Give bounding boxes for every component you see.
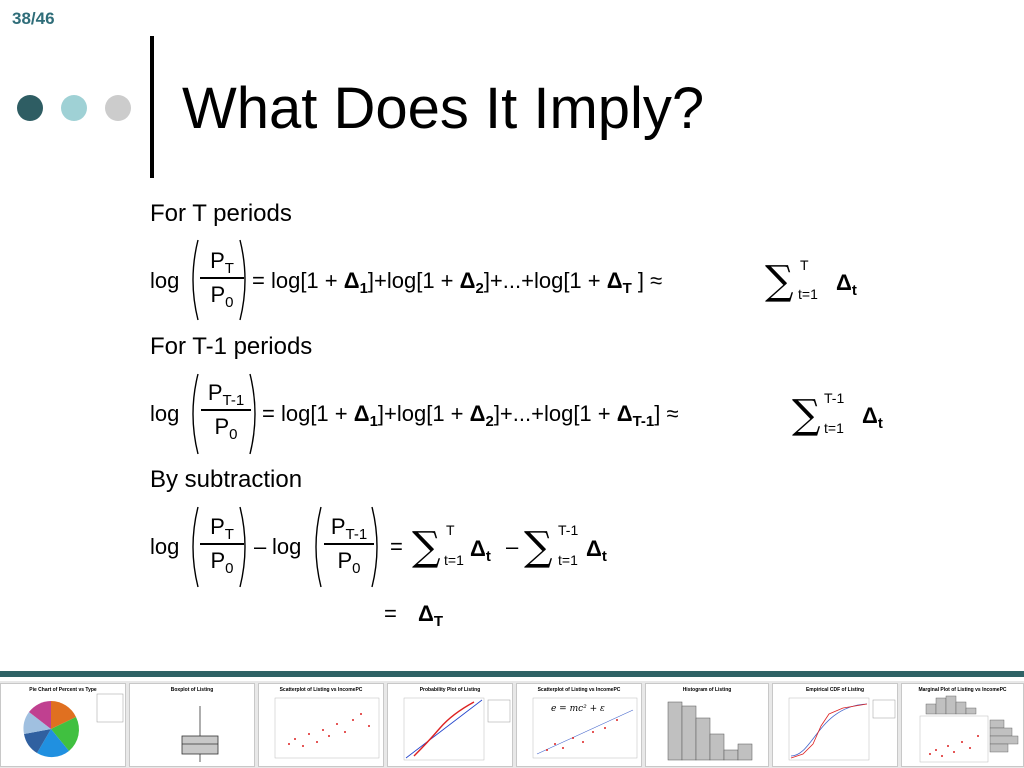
section-label-t-periods: For T periods (150, 200, 292, 227)
decor-dot-gray (105, 95, 131, 121)
ecdf-icon (773, 684, 898, 767)
eq1-delta-t: $\Delta_t$ (836, 270, 857, 299)
thumbnail-boxplot[interactable]: Boxplot of Listing (129, 683, 255, 767)
eq2-left-paren (186, 372, 200, 456)
bottom-rule (0, 671, 1024, 677)
eq1-log: log (150, 268, 180, 293)
thumbnail-scatterplot-2[interactable]: Scatterplot of Listing vs IncomePC e = mc² + ε (516, 683, 642, 767)
scatterplot-icon (259, 684, 384, 767)
thumbnail-histogram[interactable]: Histogram of Listing (645, 683, 769, 767)
eq1-sum-upper: T (800, 257, 809, 273)
eq3-log-a: log (150, 534, 180, 559)
probability-plot-icon (388, 684, 513, 767)
eq1-sum-icon: ∑ (765, 258, 794, 304)
eq1-fraction: $P_T$ $P_0$ (198, 246, 246, 310)
eq2-fraction: $P_{T-1}$ $P_0$ (199, 378, 253, 442)
eq2-sum-lower: t=1 (824, 420, 844, 436)
eq2-sum-upper: T-1 (824, 390, 845, 406)
eq3-equals: = (390, 534, 403, 559)
marginal-plot-icon (902, 684, 1024, 767)
decor-dot-dark (17, 95, 43, 121)
eq3-log-b: log (272, 534, 302, 559)
eq3-sum-a-icon: ∑ (412, 524, 441, 570)
eq2-right-paren (248, 372, 262, 456)
eq3-delta-t-b: $\Delta_t$ (586, 536, 607, 565)
eq3-delta-t-a: $\Delta_t$ (470, 536, 491, 565)
eq4-equals: = (384, 601, 397, 626)
eq1-sum-lower: t=1 (798, 286, 818, 302)
thumbnail-probability-plot[interactable]: Probability Plot of Listing (387, 683, 513, 767)
eq1-rhs: = $\log[1 + \Delta_1]+\log[1 + \Delta_2]+...+\log[1 + \Delta_T$ ] ≈ (252, 268, 663, 297)
eq1-right-paren (238, 238, 252, 322)
thumbnail-formula: e = mc² + ε (551, 704, 605, 714)
thumbnail-scatterplot-1[interactable]: Scatterplot of Listing vs IncomePC (258, 683, 384, 767)
eq3-left-paren-b (309, 505, 323, 589)
eq3-sum-b-icon: ∑ (524, 524, 553, 570)
eq3-fraction-a: $P_T$ $P_0$ (198, 512, 246, 576)
eq3-fraction-b: $P_{T-1}$ $P_0$ (322, 512, 376, 576)
eq4-delta-T: $\Delta_T$ (418, 601, 443, 630)
decor-dot-light (61, 95, 87, 121)
section-label-t-minus-1: For T-1 periods (150, 333, 313, 360)
scatterplot-fit-icon (517, 684, 642, 767)
eq3-minus-2: – (506, 534, 519, 559)
section-label-subtraction: By subtraction (150, 466, 303, 493)
histogram-icon (646, 684, 769, 767)
thumbnail-ecdf[interactable]: Empirical CDF of Listing (772, 683, 898, 767)
slide-title: What Does It Imply? (182, 76, 705, 141)
eq3-sum-a-lower: t=1 (444, 552, 464, 568)
thumbnail-marginal-plot[interactable]: Marginal Plot of Listing vs IncomePC (901, 683, 1024, 767)
eq3-sum-b-upper: T-1 (558, 522, 579, 538)
eq2-log: log (150, 401, 180, 426)
eq3-right-paren-a (238, 505, 252, 589)
eq2-delta-t: $\Delta_t$ (862, 403, 883, 432)
boxplot-icon (130, 684, 255, 767)
page-indicator: 38/46 (12, 9, 55, 28)
thumbnail-strip (0, 681, 1024, 768)
eq3-right-paren-b (370, 505, 384, 589)
eq3-sum-b-lower: t=1 (558, 552, 578, 568)
eq3-sum-a-upper: T (446, 522, 455, 538)
eq2-rhs: = $\log[1 + \Delta_1]+\log[1 + \Delta_2]+...+\log[1 + \Delta_{T-1}]$ ≈ (262, 401, 679, 430)
title-divider (150, 36, 154, 178)
eq2-sum-icon: ∑ (792, 392, 821, 438)
pie-chart-icon (1, 684, 126, 767)
eq3-minus: – (254, 534, 267, 559)
thumbnail-pie-chart[interactable]: Pie Chart of Percent vs Type (0, 683, 126, 767)
